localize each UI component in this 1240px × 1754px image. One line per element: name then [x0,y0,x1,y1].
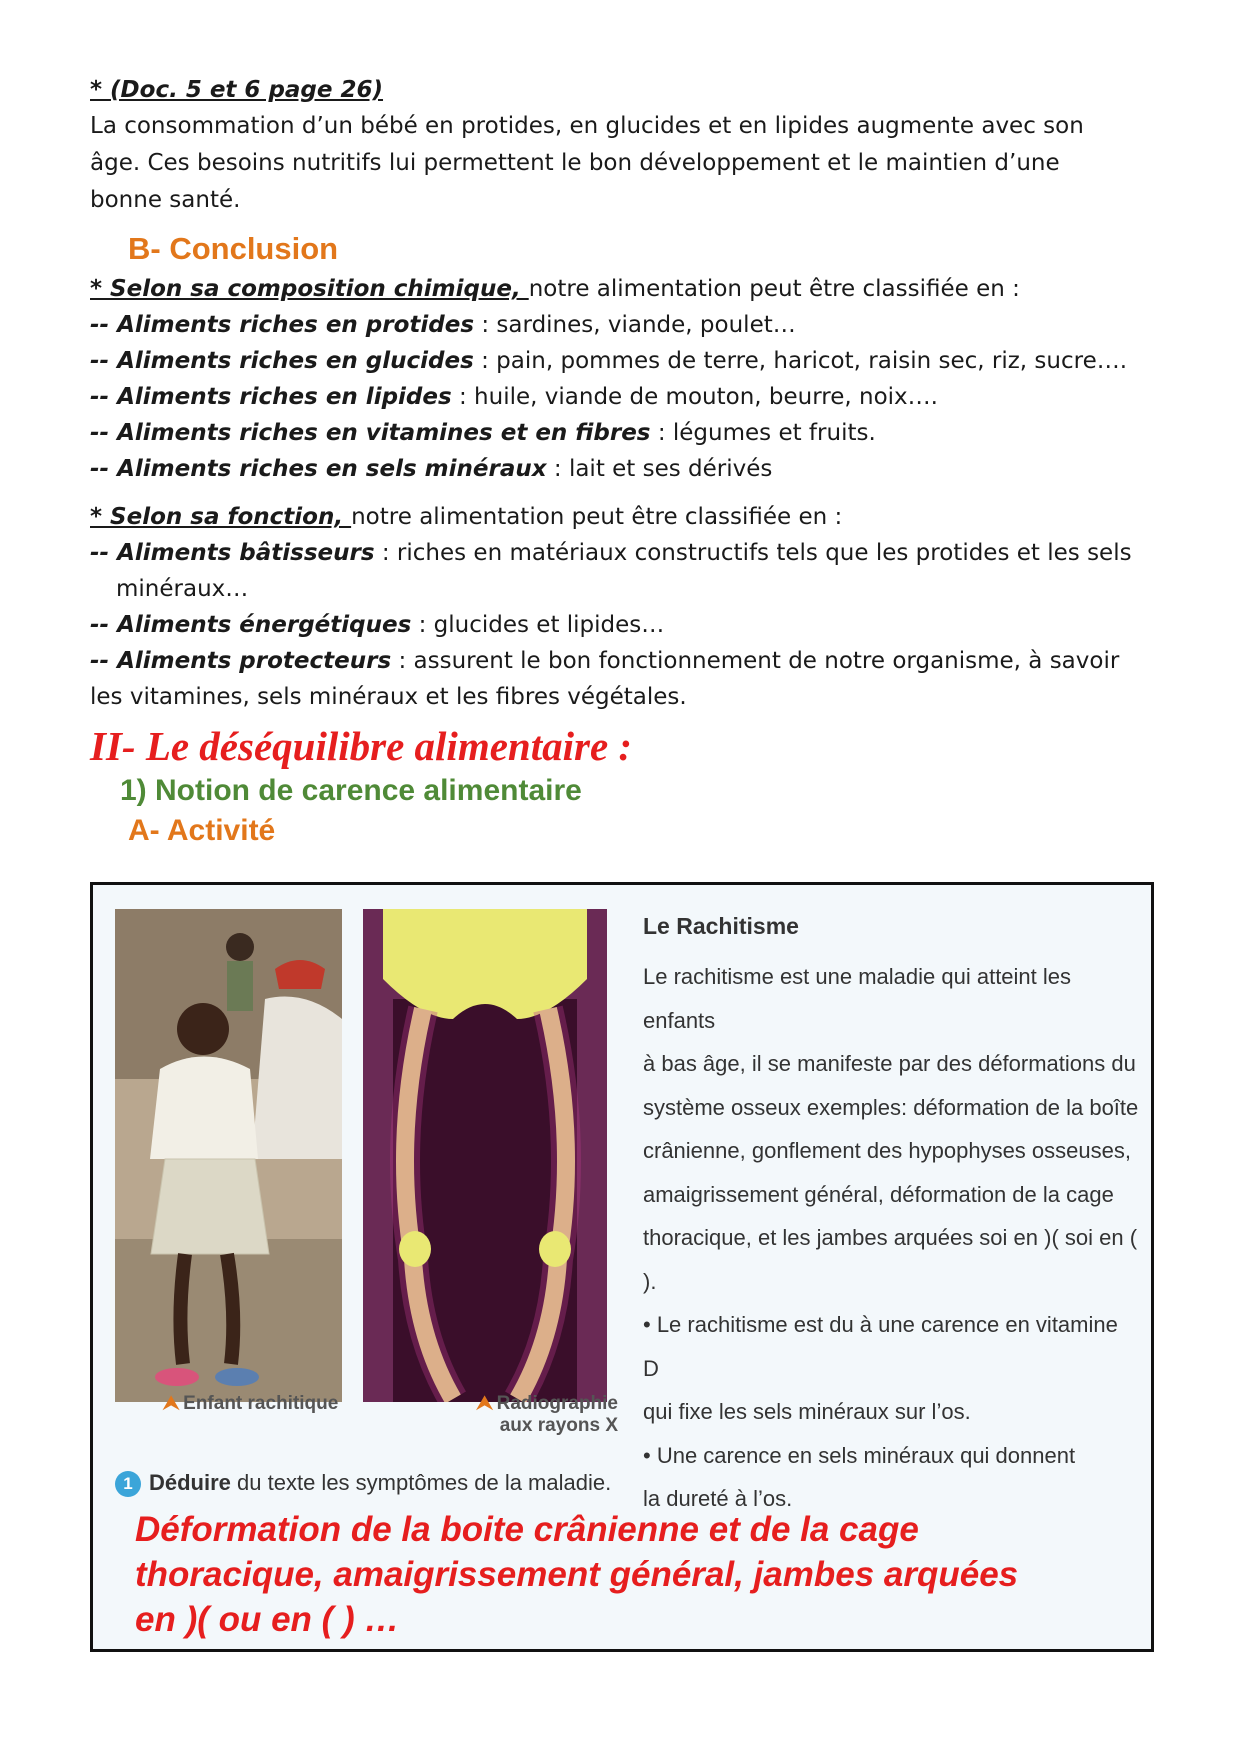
food-category-term: -- Aliments riches en glucides [90,348,474,374]
list-item [90,379,1150,415]
doc-reference: * (Doc. 5 et 6 page 26) [90,77,384,103]
rachitisme-line: amaigrissement général, déformation de la cage [643,1181,1114,1207]
activity-box [90,882,1154,1652]
xray-image [363,909,607,1402]
intro-paragraph [90,108,1150,219]
question [115,1470,611,1497]
caption-xray-line2: aux rayons X [499,1415,618,1436]
food-category-desc: : légumes et fruits. [650,420,876,446]
activity-heading: A- Activité [128,814,276,847]
caption-arrow-icon: ⮝ [476,1393,493,1414]
rachitisme-title: Le Rachitisme [643,913,799,939]
answer-line: Déformation de la boite crânienne et de la cage [135,1510,919,1549]
answer-text [135,1507,1135,1642]
intro-line: âge. Ces besoins nutritifs lui permettent le bon développement et le maintien d’une [90,150,1060,176]
question-number-badge: 1 [115,1471,141,1497]
intro-line: La consommation d’un bébé en protides, en glucides et en lipides augmente avec son [90,113,1084,139]
caption-arrow-icon: ⮝ [163,1393,180,1414]
answer-line: thoracique, amaigrissement général, jambes arquées [135,1555,1019,1594]
list-item [90,643,1150,679]
food-function-term: -- Aliments bâtisseurs [90,540,375,566]
classification-fonction-lead [90,499,1150,535]
rachitisme-line: • Le rachitisme est du à une carence en vitamine D [643,1312,1118,1381]
chimique-lead-rest: notre alimentation peut être classifiée en : [528,276,1020,302]
page-content [90,72,1150,851]
list-item [90,307,1150,343]
food-function-desc: : glucides et lipides… [411,612,665,638]
food-function-term: -- Aliments énergétiques [90,612,412,638]
food-function-desc: : riches en matériaux constructifs tels que les protides et les sels [374,540,1132,566]
food-category-term: -- Aliments riches en sels minéraux [90,456,547,482]
food-category-term: -- Aliments riches en protides [90,312,475,338]
list-item [90,607,1150,643]
food-category-desc: : huile, viande de mouton, beurre, noix…. [451,384,938,410]
list-item [90,415,1150,451]
section-heading: II- Le déséquilibre alimentaire : [90,723,633,769]
subsection-heading: 1) Notion de carence alimentaire [120,774,582,807]
rachitisme-line: • Une carence en sels minéraux qui donnent [643,1442,1076,1468]
rachitisme-line: crânienne, gonflement des hypophyses osseuses, [643,1138,1131,1163]
classification-chimique-lead [90,271,1150,307]
rachitisme-line: qui fixe les sels minéraux sur l’os. [643,1399,971,1424]
conclusion-heading: B- Conclusion [128,231,339,266]
food-category-desc: : pain, pommes de terre, haricot, raisin sec, riz, sucre…. [473,348,1128,374]
caption-child [163,1393,338,1415]
intro-line: bonne santé. [90,187,241,213]
caption-xray [468,1393,618,1437]
food-category-desc: : sardines, viande, poulet… [474,312,796,338]
food-category-term: -- Aliments riches en lipides [90,384,452,410]
chimique-lead-label: * Selon sa composition chimique, [90,276,529,302]
food-function-desc: : assurent le bon fonctionnement de notre organisme, à savoir [391,648,1120,674]
food-category-term: -- Aliments riches en vitamines et en fibres [90,420,651,446]
question-text: du texte les symptômes de la maladie. [230,1470,612,1495]
child-photo [115,909,342,1402]
caption-child-text: Enfant rachitique [183,1393,339,1414]
rachitisme-line: système osseux exemples: déformation de la boîte [643,1094,1139,1120]
rachitisme-line: la dureté à l’os. [643,1486,793,1511]
answer-line: en )( ou en ( ) … [135,1600,400,1639]
fonction-lead-rest: notre alimentation peut être classifiée en : [351,504,843,530]
rachitisme-line: à bas âge, il se manifeste par des déformations du [643,1051,1136,1076]
rachitisme-text [643,955,1139,1521]
list-item [90,535,1150,571]
food-function-term: -- Aliments protecteurs [90,648,392,674]
food-category-desc: : lait et ses dérivés [546,456,773,482]
fonction-lead-label: * Selon sa fonction, [90,504,352,530]
list-item [90,343,1150,379]
question-verb: Déduire [149,1470,231,1495]
rachitisme-line: Le rachitisme est une maladie qui atteint les enfants [643,964,1072,1033]
list-item [90,451,1150,487]
list-item-continuation: minéraux… [116,576,249,602]
list-item-continuation: les vitamines, sels minéraux et les fibres végétales. [90,684,687,710]
rachitisme-line: thoracique, et les jambes arquées soi en )( soi en ( ). [643,1225,1138,1294]
caption-xray-line1: Radiographie [496,1393,618,1414]
